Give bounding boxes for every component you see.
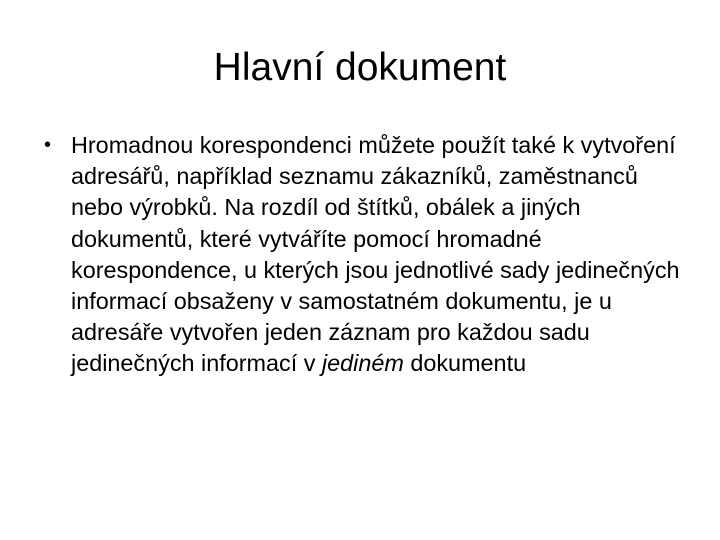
bullet-text <box>71 132 680 376</box>
bullet-list <box>44 130 694 380</box>
bullet-text-main: Hromadnou korespondenci můžete použít také k vytvoření adresářů, například seznamu zákazníků, zaměstnanců nebo výrobků. Na rozdíl od štítků, obálek a jiných dokumentů, které vytváříte pomocí hromadné korespondence, u kterých jsou jednotlivé sady jedinečných informací obsaženy v samostatném dokumentu, je u adresáře vytvořen jeden záznam pro každou sadu jedinečných informací v <box>71 132 680 377</box>
bullet-text-emphasis: jediném <box>321 350 404 377</box>
bullet-text-end: dokumentu <box>403 350 527 377</box>
slide-title: Hlavní dokument <box>213 46 507 89</box>
bullet-item <box>44 130 694 380</box>
bullet-marker: • <box>44 134 52 156</box>
